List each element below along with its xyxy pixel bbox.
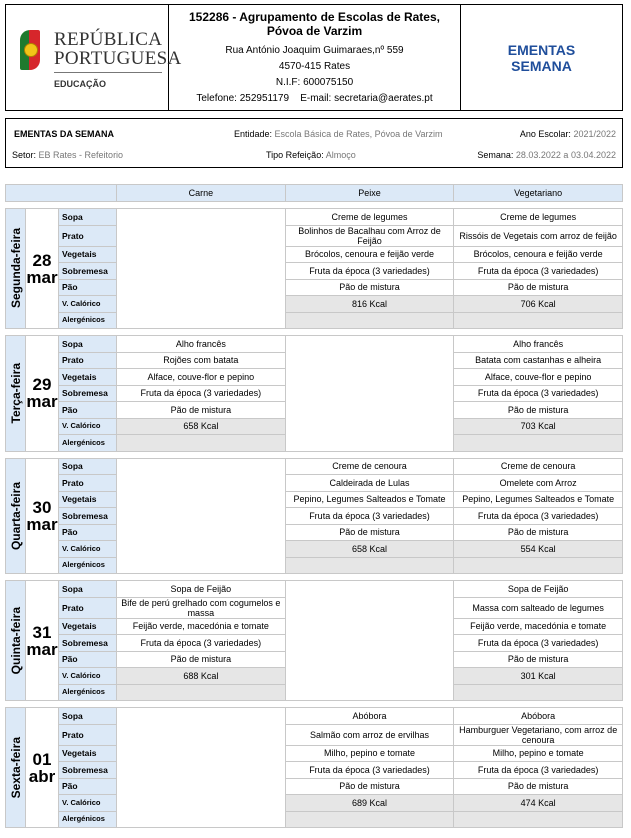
vegetariano-cell: Hamburguer Vegetariano, com arroz de cenoura — [454, 724, 623, 745]
peixe-cell: Pão de mistura — [285, 279, 454, 296]
date-month: abr — [28, 766, 56, 786]
blank-header — [6, 185, 117, 202]
menu-row — [6, 246, 623, 263]
flag-emblem-icon — [20, 30, 40, 70]
carne-cell: Pão de mistura — [117, 402, 286, 419]
info-title: EMENTAS DA SEMANA — [14, 129, 115, 139]
row-label: V. Calórico — [59, 668, 117, 685]
vegetariano-cell: Brócolos, cenoura e feijão verde — [454, 246, 623, 263]
semana-label: Semana: — [477, 150, 514, 160]
vegetariano-cell: Rissóis de Vegetais com arroz de feijão — [454, 225, 623, 246]
peixe-cell: Bolinhos de Bacalhau com Arroz de Feijão — [285, 225, 454, 246]
menu-info — [5, 118, 623, 168]
vegetariano-cell: Fruta da época (3 variedades) — [454, 635, 623, 652]
vegetariano-cell: Massa com salteado de legumes — [454, 597, 623, 618]
carne-cell: Sopa de Feijão — [117, 581, 286, 598]
day-menu-table — [5, 208, 623, 329]
menu-row — [6, 312, 623, 329]
vegetariano-cell: Omelete com Arroz — [454, 475, 623, 492]
row-label: Sobremesa — [59, 762, 117, 779]
peixe-cell: 689 Kcal — [285, 795, 454, 812]
menu-row — [6, 263, 623, 280]
entidade-label: Entidade: — [234, 129, 273, 139]
row-label: Vegetais — [59, 369, 117, 386]
row-label: Vegetais — [59, 745, 117, 762]
peixe-cell — [285, 557, 454, 574]
carne-cell: Feijão verde, macedónia e tomate — [117, 618, 286, 635]
weekday-label — [6, 708, 26, 828]
peixe-empty — [285, 336, 454, 452]
vegetariano-cell — [454, 684, 623, 701]
row-label: Prato — [59, 724, 117, 745]
vegetariano-cell: Alface, couve-flor e pepino — [454, 369, 623, 386]
row-label: Pão — [59, 279, 117, 296]
date-day: 01 — [32, 749, 52, 769]
vegetariano-cell: Pão de mistura — [454, 778, 623, 795]
date-label — [26, 708, 59, 828]
weekday-label — [6, 581, 26, 701]
carne-empty — [117, 458, 286, 574]
day-menu-table — [5, 335, 623, 452]
date-day: 31 — [32, 622, 52, 642]
menu-row — [6, 458, 623, 475]
row-label: Pão — [59, 402, 117, 419]
weekday-label — [6, 336, 26, 452]
carne-cell: Alho francês — [117, 336, 286, 353]
row-label: Sobremesa — [59, 635, 117, 652]
carne-cell — [117, 435, 286, 452]
peixe-cell: 816 Kcal — [285, 296, 454, 313]
carne-cell: 658 Kcal — [117, 418, 286, 435]
menu-row — [6, 225, 623, 246]
carne-empty — [117, 209, 286, 329]
vegetariano-cell: Pão de mistura — [454, 402, 623, 419]
row-label: Pão — [59, 778, 117, 795]
row-label: V. Calórico — [59, 541, 117, 558]
school-details — [169, 5, 461, 110]
day-menu-table — [5, 458, 623, 575]
school-header — [5, 4, 623, 111]
peixe-cell: Abóbora — [285, 708, 454, 725]
weekday-label — [6, 458, 26, 574]
vegetariano-cell — [454, 557, 623, 574]
vegetariano-cell: Batata com castanhas e alheira — [454, 352, 623, 369]
row-label: Sobremesa — [59, 508, 117, 525]
tipo-label: Tipo Refeição: — [266, 150, 324, 160]
row-label: Pão — [59, 651, 117, 668]
ano-label: Ano Escolar: — [519, 129, 571, 139]
row-label: Pão — [59, 524, 117, 541]
menu-row — [6, 811, 623, 828]
school-email: E-mail: secretaria@aerates.pt — [300, 93, 433, 104]
menu-row — [6, 762, 623, 779]
logo-line2: PORTUGUESA — [54, 48, 182, 69]
row-label: Sopa — [59, 209, 117, 226]
setor-label: Setor: — [12, 150, 37, 160]
row-label: V. Calórico — [59, 296, 117, 313]
date-day: 29 — [32, 375, 52, 395]
semana-value: 28.03.2022 a 03.04.2022 — [515, 150, 616, 160]
peixe-cell: Fruta da época (3 variedades) — [285, 762, 454, 779]
peixe-cell: Pão de mistura — [285, 524, 454, 541]
tipo-refeicao — [266, 150, 356, 160]
menu-row — [6, 778, 623, 795]
entidade — [234, 129, 442, 139]
menu-row — [6, 508, 623, 525]
peixe-cell: Salmão com arroz de ervilhas — [285, 724, 454, 745]
row-label: Prato — [59, 225, 117, 246]
menu-row — [6, 745, 623, 762]
vegetariano-cell: 554 Kcal — [454, 541, 623, 558]
school-postal: 4570-415 Rates — [278, 61, 351, 72]
date-label — [26, 336, 59, 452]
menu-row — [6, 524, 623, 541]
row-label: Vegetais — [59, 618, 117, 635]
peixe-cell: Fruta da época (3 variedades) — [285, 508, 454, 525]
row-label: Sobremesa — [59, 263, 117, 280]
peixe-cell: Creme de cenoura — [285, 458, 454, 475]
carne-cell: Fruta da época (3 variedades) — [117, 635, 286, 652]
setor-value: EB Rates - Refeitorio — [38, 150, 124, 160]
vegetariano-cell: Milho, pepino e tomate — [454, 745, 623, 762]
row-label: Vegetais — [59, 246, 117, 263]
school-phone: Telefone: 252951179 — [196, 93, 290, 104]
vegetariano-cell: Creme de cenoura — [454, 458, 623, 475]
setor — [12, 150, 123, 160]
carne-cell: Rojões com batata — [117, 352, 286, 369]
republica-portuguesa-logo — [6, 5, 182, 110]
vegetariano-cell: 474 Kcal — [454, 795, 623, 812]
contacts — [169, 93, 460, 105]
column-vegetariano: Vegetariano — [454, 185, 623, 202]
ano-escolar — [520, 129, 616, 139]
date-label — [26, 458, 59, 574]
vegetariano-cell: Abóbora — [454, 708, 623, 725]
peixe-cell: Milho, pepino e tomate — [285, 745, 454, 762]
menu-row — [6, 708, 623, 725]
date-month: mar — [26, 639, 58, 659]
menu-row — [6, 541, 623, 558]
row-label: Sopa — [59, 336, 117, 353]
peixe-cell: Pepino, Legumes Salteados e Tomate — [285, 491, 454, 508]
vegetariano-cell: Pepino, Legumes Salteados e Tomate — [454, 491, 623, 508]
peixe-empty — [285, 581, 454, 701]
title-line1: EMENTAS — [507, 41, 576, 58]
menu-row — [6, 209, 623, 226]
menu-tables — [5, 184, 623, 834]
vegetariano-cell: Creme de legumes — [454, 209, 623, 226]
row-label: Sobremesa — [59, 385, 117, 402]
column-header-table — [5, 184, 623, 202]
menu-row — [6, 557, 623, 574]
vegetariano-cell: 703 Kcal — [454, 418, 623, 435]
school-nif: N.I.F: 600075150 — [275, 77, 354, 88]
row-label: Alergénicos — [59, 811, 117, 828]
column-carne: Carne — [117, 185, 286, 202]
date-month: mar — [26, 267, 58, 287]
menu-row — [6, 581, 623, 598]
school-name: 152286 - Agrupamento de Escolas de Rates, Póvoa de Varzim — [189, 10, 440, 38]
row-label: Sopa — [59, 581, 117, 598]
entidade-value: Escola Básica de Rates, Póvoa de Varzim — [274, 129, 443, 139]
row-label: Alergénicos — [59, 435, 117, 452]
weekday-name: Quinta-feira — [8, 606, 23, 675]
menu-row — [6, 475, 623, 492]
vegetariano-cell: Pão de mistura — [454, 279, 623, 296]
weekday-name: Segunda-feira — [8, 228, 23, 309]
menu-row — [6, 491, 623, 508]
weekday-name: Sexta-feira — [8, 736, 23, 799]
menu-row — [6, 336, 623, 353]
row-label: Vegetais — [59, 491, 117, 508]
vegetariano-cell — [454, 435, 623, 452]
vegetariano-cell: Pão de mistura — [454, 651, 623, 668]
vegetariano-cell: Pão de mistura — [454, 524, 623, 541]
row-label: Prato — [59, 352, 117, 369]
logo-subtitle: EDUCAÇÃO — [54, 72, 162, 89]
date-month: mar — [26, 392, 58, 412]
menu-row — [6, 296, 623, 313]
menu-row — [6, 724, 623, 745]
vegetariano-cell: Fruta da época (3 variedades) — [454, 508, 623, 525]
row-label: V. Calórico — [59, 418, 117, 435]
row-label: Sopa — [59, 458, 117, 475]
peixe-cell — [285, 312, 454, 329]
carne-cell: Bife de perú grelhado com cogumelos e massa — [117, 597, 286, 618]
menu-row — [6, 279, 623, 296]
date-label — [26, 209, 59, 329]
carne-cell: Alface, couve-flor e pepino — [117, 369, 286, 386]
row-label: Sopa — [59, 708, 117, 725]
logo-line1: REPÚBLICA — [54, 29, 163, 50]
column-header-row — [6, 185, 623, 202]
weekday-name: Quarta-feira — [8, 481, 23, 550]
row-label: Prato — [59, 597, 117, 618]
carne-empty — [117, 708, 286, 828]
school-address: Rua António Joaquim Guimaraes,nº 559 — [225, 45, 404, 56]
date-day: 30 — [32, 497, 52, 517]
peixe-cell: Pão de mistura — [285, 778, 454, 795]
title-line2: SEMANA — [511, 57, 572, 74]
date-day: 28 — [32, 250, 52, 270]
row-label: Alergénicos — [59, 557, 117, 574]
row-label: Alergénicos — [59, 312, 117, 329]
day-menu-table — [5, 707, 623, 828]
weekday-label — [6, 209, 26, 329]
peixe-cell — [285, 811, 454, 828]
vegetariano-cell: 706 Kcal — [454, 296, 623, 313]
carne-cell: 688 Kcal — [117, 668, 286, 685]
peixe-cell: Fruta da época (3 variedades) — [285, 263, 454, 280]
vegetariano-cell: 301 Kcal — [454, 668, 623, 685]
vegetariano-cell: Fruta da época (3 variedades) — [454, 385, 623, 402]
ano-value: 2021/2022 — [573, 129, 616, 139]
carne-cell — [117, 684, 286, 701]
peixe-cell: Creme de legumes — [285, 209, 454, 226]
day-menu-table — [5, 580, 623, 701]
vegetariano-cell: Fruta da época (3 variedades) — [454, 263, 623, 280]
peixe-cell: Brócolos, cenoura e feijão verde — [285, 246, 454, 263]
vegetariano-cell: Sopa de Feijão — [454, 581, 623, 598]
semana — [477, 150, 616, 160]
carne-cell: Fruta da época (3 variedades) — [117, 385, 286, 402]
date-label — [26, 581, 59, 701]
logo-text — [54, 30, 181, 68]
vegetariano-cell: Alho francês — [454, 336, 623, 353]
row-label: V. Calórico — [59, 795, 117, 812]
row-label: Alergénicos — [59, 684, 117, 701]
weekday-name: Terça-feira — [8, 363, 23, 424]
date-month: mar — [26, 514, 58, 534]
vegetariano-cell — [454, 312, 623, 329]
tipo-value: Almoço — [325, 150, 356, 160]
row-label: Prato — [59, 475, 117, 492]
vegetariano-cell — [454, 811, 623, 828]
document-title — [461, 5, 622, 110]
peixe-cell: Caldeirada de Lulas — [285, 475, 454, 492]
menu-row — [6, 795, 623, 812]
vegetariano-cell: Feijão verde, macedónia e tomate — [454, 618, 623, 635]
carne-cell: Pão de mistura — [117, 651, 286, 668]
column-peixe: Peixe — [285, 185, 454, 202]
vegetariano-cell: Fruta da época (3 variedades) — [454, 762, 623, 779]
peixe-cell: 658 Kcal — [285, 541, 454, 558]
